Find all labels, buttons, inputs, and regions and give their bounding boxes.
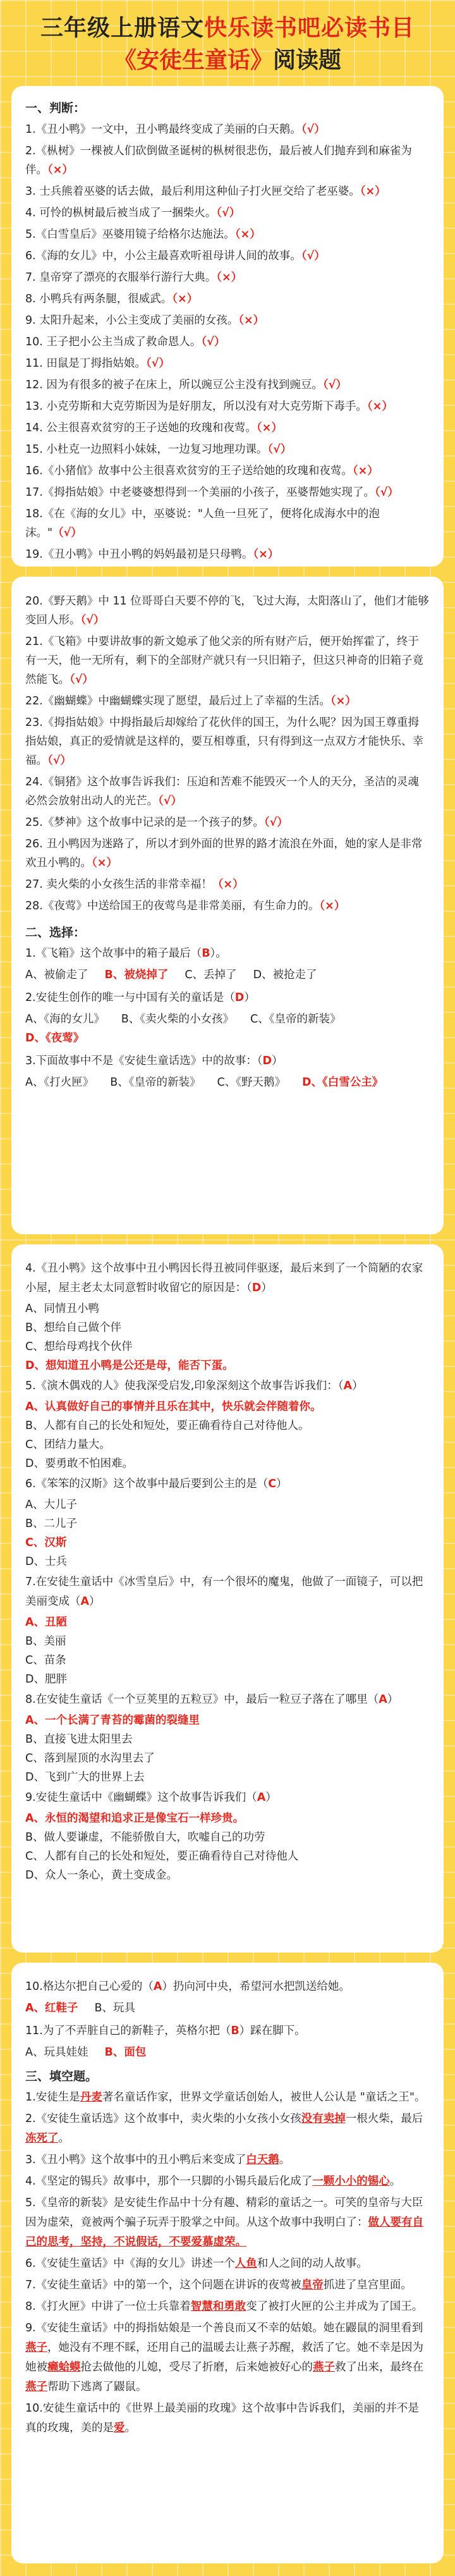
option: C、《皇帝的新装》 — [250, 1013, 341, 1026]
option: B、《皇帝的新装》 — [110, 1076, 201, 1089]
fill-text: 4.《坚定的锡兵》故事中，那个一只脚的小锡兵最后化成了 — [25, 2175, 313, 2188]
option-row — [25, 2043, 430, 2062]
judge-mark: （√） — [80, 614, 105, 627]
question-text: 7.在安徒生童话中《冰雪皇后》中，有一个很坏的魔鬼，他做了一面镜子，可以把美丽变成（ — [25, 1576, 423, 1608]
option: C、团结力量大。 — [25, 1438, 111, 1451]
fill-item — [25, 2172, 430, 2192]
question-stem — [25, 2021, 430, 2041]
judge-item — [25, 376, 430, 395]
fill-card — [11, 1963, 444, 2563]
question-text: 10.格达尔把自己心爱的（ — [25, 1980, 154, 1993]
option: B、二儿子 — [25, 1518, 78, 1530]
question-stem — [25, 1573, 430, 1612]
question-text: 8.在安徒生童话《一个豆荚里的五粒豆》中，最后一粒豆子落在了哪里（ — [25, 1693, 379, 1706]
question-close: ） — [265, 1791, 277, 1804]
fill-answer: 皇帝 — [301, 2279, 324, 2291]
fill-answer: 癞蛤蟆 — [47, 2361, 81, 2374]
judge-mark: （√） — [52, 527, 82, 539]
question-close: ）扔向河中央，希望河水把凯送给她。 — [162, 1980, 350, 1993]
section-title-fill: 三、填空题。 — [25, 2070, 98, 2083]
question-stem — [25, 1690, 430, 1710]
choice-list-2 — [25, 1259, 430, 1884]
judge-text: 16.《小猪倌》故事中公主很喜欢贫穷的王子送给她的玫瑰和夜莺。 — [25, 465, 353, 477]
judge-text: 5.《白雪皇后》巫婆用镜子给格尔达施法。 — [25, 228, 235, 241]
judge-mark: （√） — [201, 336, 226, 348]
judge-mark: （√） — [216, 207, 241, 219]
question-stem — [25, 1788, 430, 1808]
option: A、丑陋 — [25, 1616, 68, 1629]
fill-item — [25, 2319, 430, 2397]
question-text: 6.《笨笨的汉斯》这个故事中最后要到公主的是（ — [25, 1478, 269, 1490]
option: A、《打火匣》 — [25, 1076, 94, 1089]
option: A、同情丑小鸭 — [25, 1303, 99, 1315]
judge-mark: （×） — [216, 271, 243, 284]
option: C、汉斯 — [25, 1536, 67, 1549]
judge-text: 17.《拇指姑娘》中老婆婆想得到一个美丽的小孩子，巫婆帮她实现了。 — [25, 486, 375, 499]
question-close: ） — [276, 1478, 288, 1490]
answer-letter: A — [257, 1791, 266, 1804]
judge-item — [25, 290, 430, 309]
judge-item — [25, 354, 430, 373]
judge-mark: （×） — [92, 857, 118, 869]
fill-text: 抢去做他的儿媳，受尽了折磨，后来她被好心的 — [80, 2361, 313, 2374]
answer-letter: C — [268, 1478, 277, 1490]
answer-letter: B — [231, 2025, 240, 2037]
fill-text: 3.《丑小鸭》这个故事中的丑小鸭后来变成了 — [25, 2154, 246, 2166]
judge-text: 15. 小杜克一边照料小妹妹，一边复习地理功课。 — [25, 443, 268, 456]
judge-text: 7. 皇帝穿了漂亮的衣服举行游行大典。 — [25, 271, 217, 284]
fill-answer: 白天鹅 — [246, 2154, 279, 2166]
fill-text: 2.《安徒生童话选》这个故事中，卖火柴的小女孩小女孩 — [25, 2113, 301, 2125]
judge-item — [25, 632, 430, 689]
judge-item — [25, 120, 430, 139]
fill-answer: 燕子 — [25, 2341, 47, 2354]
judge-mark: （√） — [264, 816, 288, 829]
option: B、面包 — [104, 2046, 147, 2059]
answer-letter: A — [80, 1595, 90, 1608]
option: B、想给自己做个伴 — [25, 1322, 122, 1334]
fill-text: ，她没有不理不睬，还用自己的温暖去让燕子苏醒，救活了它。她不幸是因为她被 — [25, 2341, 423, 2374]
fill-item — [25, 2088, 430, 2107]
fill-answer: 冻死了 — [25, 2132, 59, 2145]
judge-item — [25, 182, 430, 201]
judge-item — [25, 142, 430, 180]
fill-answer: 做人要有自己的思考，坚持，不说假话，不要爱慕虚荣。 — [25, 2216, 423, 2248]
fill-text: 一根火柴，最后 — [345, 2113, 423, 2125]
question-close: ） — [387, 1693, 399, 1706]
answer-letter: D — [262, 1055, 272, 1067]
answer-letter: A — [343, 1380, 353, 1392]
question-close: ）。 — [210, 947, 227, 960]
judge-text: 9. 太阳升起来，小公主变成了美丽的女孩。 — [25, 314, 239, 327]
answer-letter: B — [202, 947, 210, 960]
fill-text: 著名童话作家，世界文学童话创始人，被世人公认是 "童话之王"。 — [102, 2091, 426, 2104]
judge-text: 19.《丑小鸭》中丑小鸭的妈妈最初是只母鸭。 — [25, 548, 253, 561]
question-text: 9.安徒生童话中《幽蝴蝶》这个故事告诉我们（ — [25, 1791, 257, 1804]
option: D、要勇敢不怕困难。 — [25, 1457, 133, 1470]
page-header — [0, 0, 455, 82]
fill-answer: 人鱼 — [234, 2257, 257, 2270]
judge-text: 24.《铜猪》这个故事告诉我们：压迫和苦难不能毁灭一个人的天分，圣洁的灵魂必然会放射出动人的光芒。 — [25, 776, 419, 807]
judge-item — [25, 397, 430, 416]
judge-item — [25, 440, 430, 459]
choice-list-3 — [25, 1977, 430, 2062]
subtitle-suffix: 阅读题 — [273, 47, 342, 73]
option: C、想给母鸡找个伙伴 — [25, 1340, 133, 1353]
answer-letter: D — [252, 1282, 262, 1294]
question-stem — [25, 944, 430, 964]
judge-text: 4. 可怜的枞树最后被当成了一捆柴火。 — [25, 207, 217, 219]
fill-item — [25, 2297, 430, 2317]
option: D、想知道丑小鸭是公还是母，能否下蛋。 — [25, 1359, 234, 1372]
fill-answer: 燕子 — [25, 2381, 47, 2393]
answer-letter: A — [379, 1693, 387, 1706]
option: B、美丽 — [25, 1635, 66, 1648]
option: A、一个长满了青苔的霉菌的裂缝里 — [25, 1714, 200, 1727]
judge-mark: （√） — [374, 486, 399, 499]
judge-text: 21.《飞箱》中要讲故事的新文媳承了他父亲的所有财产后，便开始挥霍了，终于有一天，他一无所有，剩下的全部财产就只有一只旧箱子，但这只神奇的旧箱子竟然能飞。 — [25, 635, 423, 686]
option: C、苗条 — [25, 1654, 66, 1667]
option: B、直接飞进太阳里去 — [25, 1733, 133, 1746]
fill-item — [25, 2399, 430, 2438]
judge-text: 1.《丑小鸭》一文中，丑小鸭最终变成了美丽的白天鹅。 — [25, 123, 301, 136]
fill-item — [25, 2254, 430, 2274]
judge-mark: （√） — [301, 250, 325, 262]
question-text: 5.《演木偶戏的人》使我深受启发,印象深刻这个故事告诉我们：（ — [25, 1380, 344, 1392]
judge-mark: （×） — [212, 878, 244, 891]
fill-text: 5.《皇帝的新装》是安徒生作品中十分有趣、精彩的童话之一。可笑的皇帝与大臣因为虚荣，竟被两个骗子玩弄于股掌之中间。从这个故事中我明白了： — [25, 2197, 423, 2229]
question-close: ） — [271, 1055, 283, 1067]
option: A、认真做好自己的事情并且乐在其中，快乐就会伴随着你。 — [25, 1401, 322, 1413]
question-text: 2.安徒生创作的唯一与中国有关的童话是（ — [25, 991, 235, 1004]
question-stem — [25, 1377, 430, 1396]
fill-answer: 一颗小小的锡心 — [312, 2175, 390, 2188]
choice-card-2 — [11, 1244, 444, 1953]
judge-text: 8. 小鸭兵有两条腿，很威武。 — [25, 293, 173, 305]
option: C、人都有自己的长处和短处，要正确看待自己对待他人 — [25, 1850, 299, 1863]
option-row — [25, 1010, 430, 1048]
option: D、被抢走了 — [253, 969, 317, 981]
question-text: 11.为了不弄脏自己的新鞋子，英格尔把（ — [25, 2025, 231, 2037]
judge-item — [25, 592, 430, 630]
option: A、大儿子 — [25, 1499, 77, 1511]
fill-text: 帮助下逃离了鼹鼠。 — [47, 2381, 147, 2393]
judge-mark: （√） — [267, 443, 292, 456]
section-title-choice: 二、选择： — [25, 926, 86, 940]
question-stem — [25, 1475, 430, 1494]
option: D、士兵 — [25, 1555, 67, 1568]
fill-text: 。 — [58, 2132, 70, 2145]
judge-text: 12. 因为有很多的被子在床上，所以豌豆公主没有找到豌豆。 — [25, 379, 323, 391]
option: B、被烧掉了 — [104, 969, 169, 981]
fill-item — [25, 2109, 430, 2149]
fill-answer: 燕子 — [313, 2361, 335, 2374]
judge-text: 20.《野天鹅》中 11 位哥哥白天要不停的飞，飞过大海，太阳落山了，他们才能够变回人形。 — [25, 595, 429, 627]
fill-text: 10.安徒生童话中的《世界上最美丽的玫瑰》这个故事中告诉我们，美丽的并不是真的玫瑰，美的是 — [25, 2402, 419, 2434]
fill-text: 人 — [268, 2257, 279, 2270]
judge-item — [25, 773, 430, 811]
fill-text: 9.《安徒生童话》中的拇指姑娘是一个善良而又不幸的姑娘。她在鼹鼠的洞里看到 — [25, 2322, 423, 2334]
judge-mark: （√） — [322, 379, 347, 391]
judge-mark: （√） — [301, 123, 325, 136]
judge-mark: （×） — [367, 400, 393, 413]
judge-mark: （√） — [47, 754, 71, 767]
question-stem — [25, 988, 430, 1008]
option: D、《夜莺》 — [25, 1032, 85, 1045]
judge-item — [25, 204, 430, 223]
judge-card-1 — [11, 86, 444, 567]
judge-item — [25, 813, 430, 832]
option: A、红鞋子 — [25, 2002, 78, 2015]
judge-mark: （×） — [234, 228, 261, 241]
option-row — [25, 1999, 430, 2018]
title-highlight: 快乐读书吧必读书目 — [204, 15, 415, 41]
title-prefix: 三年级上册语文 — [40, 15, 204, 41]
judge-text: 11. 田鼠是丁拇指姑娘。 — [25, 357, 146, 370]
judge-mark: （×） — [172, 293, 198, 305]
judge-mark: （×） — [330, 695, 356, 708]
option-row — [25, 966, 430, 984]
judge-text: 27. 卖火柴的小女孩生活的非常幸福！ — [25, 878, 212, 891]
fill-text: 8.《打火匣》中讲了一位士兵靠着 — [25, 2300, 191, 2313]
fill-item — [25, 2276, 430, 2295]
fill-answer: 爱 — [114, 2422, 125, 2434]
fill-text: 抓进了皇宫里面。 — [323, 2279, 412, 2291]
judge-text: 23.《拇指姑娘》中拇指最后却嫁给了花伙伴的国王，为什么呢？因为国王尊重拇指姑娘，真正的爱情就是这样的，要互相尊重，只有得到这一点双方才能快乐、幸福。 — [25, 716, 423, 767]
fill-text: 7.《安徒生童话》中的第一个，这个问题在讲诉的夜莺被 — [25, 2279, 301, 2291]
option: A、被偷走了 — [25, 969, 88, 981]
judge-text: 26. 丑小鸭因为迷路了，所以才到外面的世界的路才流浪在外面，她的家人是非常欢丑小鸭的。 — [25, 838, 423, 869]
judge-item — [25, 897, 430, 916]
judge-item — [25, 692, 430, 711]
option: D、《白雪公主》 — [301, 1076, 384, 1089]
question-close: ） — [352, 1380, 363, 1392]
judge-item — [25, 713, 430, 770]
judge-item — [25, 419, 430, 438]
fill-answer: 智慧和勇敢 — [190, 2300, 246, 2313]
judge-item — [25, 311, 430, 330]
option: B、做人要谦虚，不能骄傲自大，吹嘘自己的功劳 — [25, 1831, 265, 1844]
option: B、玩具 — [94, 2002, 136, 2015]
question-text: 1.《飞箱》这个故事中的箱子最后（ — [25, 947, 202, 960]
judge-text: 25.《梦神》这个故事中记录的是一个孩子的梦。 — [25, 816, 264, 829]
judge-text: 2.《枞树》一棵被人们砍倒做圣诞树的枞树很悲伤，最后被人们抛弃到和麻雀为伴。 — [25, 145, 412, 176]
option: D、飞到广大的世界上去 — [25, 1771, 145, 1784]
subtitle-book: 《安徒生童话》 — [113, 47, 273, 73]
judge-text: 6.《海的女儿》中，小公主最喜欢听祖母讲人间的故事。 — [25, 250, 301, 262]
question-close: ） — [261, 1282, 272, 1294]
section-title-judge: 一、判断： — [25, 101, 86, 115]
fill-text: 6.《安徒生童话》中《海的女儿》讲述一个 — [25, 2257, 235, 2270]
judge-text: 3. 士兵熊着巫婆的话去做，最后利用这种仙子打火匣交给了老巫婆。 — [25, 185, 360, 198]
fill-text: 和 — [257, 2257, 269, 2270]
judge-item — [25, 462, 430, 481]
question-stem — [25, 1259, 430, 1298]
fill-answer: 没有卖掉 — [301, 2113, 346, 2125]
option-row — [25, 1073, 430, 1092]
judge-text: 14. 公主很喜欢贫穷的王子送她的玫瑰和夜莺。 — [25, 422, 257, 434]
answer-letter: A — [153, 1980, 162, 1993]
judge-mark: （×） — [238, 314, 265, 327]
judge-card-2 — [11, 577, 444, 1234]
judge-item — [25, 225, 430, 244]
judge-text: 13. 小克劳斯和大克劳斯因为是好朋友，所以没有对大克劳斯下毒手。 — [25, 400, 367, 413]
question-close: ）踩在脚下。 — [239, 2025, 306, 2037]
judge-mark: （×） — [47, 164, 73, 176]
judge-mark: （×） — [352, 465, 379, 477]
fill-item — [25, 2150, 430, 2170]
fill-text: 。 — [279, 2154, 291, 2166]
judge-item — [25, 835, 430, 873]
judge-mark: （√） — [70, 673, 94, 686]
option: C、落到屋顶的水沟里去了 — [25, 1752, 155, 1765]
judge-mark: （√） — [158, 795, 182, 807]
judge-mark: （×） — [319, 900, 346, 912]
judge-mark: （×） — [253, 548, 279, 561]
judge-mark: （×） — [256, 422, 282, 434]
question-close: ） — [244, 991, 255, 1004]
fill-text: 救了出来，最终在 — [335, 2361, 423, 2374]
judge-item — [25, 247, 430, 266]
option: B、《卖火柴的小女孩》 — [121, 1013, 234, 1026]
option: D、肥胖 — [25, 1673, 67, 1686]
judge-mark: （√） — [145, 357, 170, 370]
option: A、《海的女儿》 — [25, 1013, 105, 1026]
option: C、丢掉了 — [185, 969, 237, 981]
page-subtitle — [0, 46, 455, 76]
judge-mark: （×） — [360, 185, 386, 198]
judge-text: 10. 王子把小公主当成了救命恩人。 — [25, 336, 202, 348]
judge-item — [25, 875, 430, 894]
fill-text: 之间的动人故事。 — [279, 2257, 368, 2270]
judge-item — [25, 268, 430, 287]
judge-item — [25, 333, 430, 352]
page-title — [0, 14, 455, 43]
option: A、永恒的渴望和追求正是像宝石一样珍贵。 — [25, 1812, 245, 1825]
judge-list-2 — [25, 592, 430, 916]
fill-text: 1.安徒生是 — [25, 2091, 80, 2104]
fill-text: 。 — [124, 2422, 136, 2434]
fill-item — [25, 2193, 430, 2252]
judge-text: 22.《幽蝴蝶》中幽蝴蝶实现了愿望，最后过上了幸福的生活。 — [25, 695, 331, 708]
judge-item — [25, 545, 430, 564]
option: D、众人一条心，黄土变成金。 — [25, 1869, 178, 1882]
question-stem — [25, 1052, 430, 1071]
question-stem — [25, 1977, 430, 1997]
option: A、玩具娃娃 — [25, 2046, 88, 2059]
question-close: ） — [89, 1595, 100, 1608]
fill-answer: 丹麦 — [80, 2091, 102, 2104]
answer-letter: D — [234, 991, 245, 1004]
fill-text: 变了被打火匣的公主并成为了国王。 — [246, 2300, 423, 2313]
option: C、《野天鹅》 — [217, 1076, 286, 1089]
judge-text: 28.《夜莺》中送给国王的夜莺鸟是非常美丽，有生命力的。 — [25, 900, 320, 912]
judge-text: 18.《在《海的女儿》中，巫婆说："人鱼一旦死了，便将化成海水中的泡沫。" — [25, 508, 380, 539]
choice-list — [25, 944, 430, 1092]
judge-list — [25, 120, 430, 564]
fill-text: 。 — [389, 2175, 401, 2188]
judge-item — [25, 483, 430, 502]
option: B、人都有自己的长处和短处，要正确看待自己对待他人。 — [25, 1420, 310, 1432]
fill-list — [25, 2088, 430, 2438]
judge-item — [25, 505, 430, 543]
question-text: 3.下面故事中不是《安徒生童话选》中的故事：（ — [25, 1055, 263, 1067]
question-text: 4.《丑小鸭》这个故事中丑小鸭因长得丑被同伴驱逐，最后来到了一个简陋的农家小屋，屋主老太太同意暂时收留它的原因是：（ — [25, 1262, 423, 1294]
